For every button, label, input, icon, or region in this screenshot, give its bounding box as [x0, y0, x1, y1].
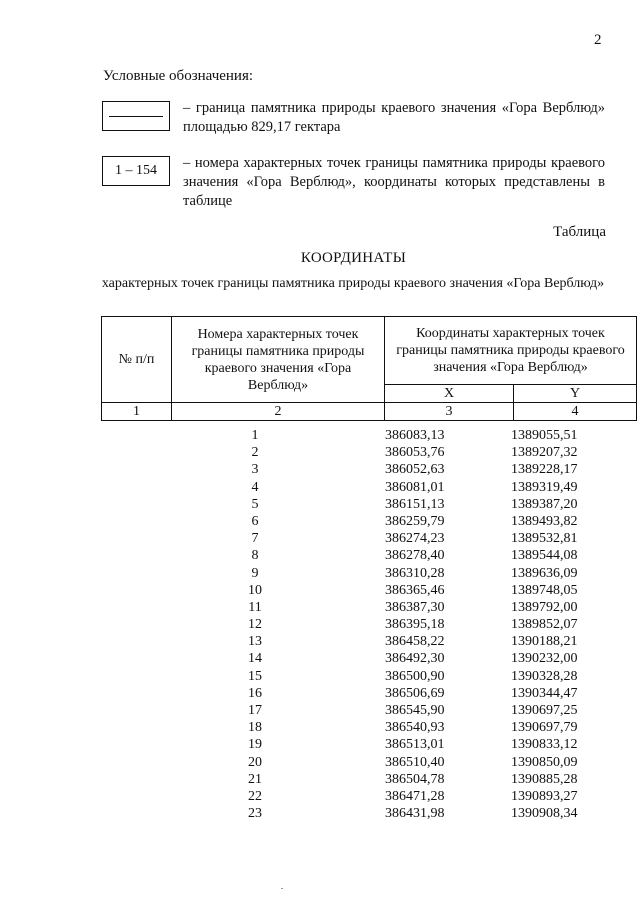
scan-speck	[281, 888, 283, 889]
row-y: 1389792,00	[511, 599, 578, 615]
row-x: 386471,28	[385, 788, 445, 804]
row-y: 1390697,79	[511, 720, 578, 736]
row-x: 386395,18	[385, 617, 445, 633]
header-index-4: 4	[514, 403, 637, 421]
row-point-value: 7	[251, 531, 259, 547]
row-x: 386492,30	[385, 651, 445, 667]
row-y: 1390344,47	[511, 685, 578, 701]
row-point-value: 8	[251, 548, 259, 564]
row-y: 1390850,09	[511, 754, 578, 770]
row-y: 1389532,81	[511, 531, 578, 547]
row-x: 386083,13	[385, 428, 445, 443]
row-point-value: 20	[248, 754, 262, 770]
row-y: 1389228,17	[511, 462, 578, 478]
row-y: 1389319,49	[511, 479, 578, 495]
document-title: КООРДИНАТЫ	[300, 250, 407, 266]
row-y: 1390833,12	[511, 737, 578, 753]
row-point-value: 17	[248, 703, 262, 718]
row-x: 386053,76	[385, 445, 445, 461]
header-x: X	[385, 385, 514, 403]
row-x: 386458,22	[385, 634, 445, 650]
row-point-value: 16	[248, 685, 262, 701]
header-number: № п/п	[102, 317, 172, 403]
row-point-value: 22	[248, 788, 262, 804]
row-x: 386387,30	[385, 599, 445, 615]
row-x: 386259,79	[385, 513, 445, 529]
header-point-numbers: Номера характерных точек границы памятника природы краевого значения «Гора Верблюд»	[172, 317, 385, 403]
row-point-value: 9	[251, 565, 259, 581]
row-y: 1389493,82	[511, 513, 578, 529]
row-x: 386365,46	[385, 582, 445, 598]
row-point-value: 19	[248, 737, 262, 753]
row-point-value: 6	[251, 513, 259, 529]
table-label: Таблица	[553, 224, 606, 240]
row-x: 386513,01	[385, 737, 445, 753]
row-y: 1390188,21	[511, 634, 578, 650]
row-x: 386151,13	[385, 496, 445, 512]
row-y: 1389748,05	[511, 582, 578, 598]
row-x: 386310,28	[385, 565, 445, 581]
row-x: 386504,78	[385, 771, 445, 787]
row-x: 386510,40	[385, 754, 445, 770]
row-x: 386545,90	[385, 703, 445, 718]
header-y: Y	[514, 385, 637, 403]
row-x: 386278,40	[385, 548, 445, 564]
header-coordinates: Координаты характерных точек границы памятника природы краевого значения «Гора Верблюд»	[385, 317, 637, 385]
row-point-value: 14	[248, 651, 262, 667]
row-x: 386081,01	[385, 479, 445, 495]
header-index-3: 3	[385, 403, 514, 421]
boundary-line-sample	[109, 116, 163, 117]
legend-heading: Условные обозначения:	[103, 68, 254, 84]
legend-points-symbol: 1 – 154	[102, 156, 170, 186]
row-x: 386540,93	[385, 720, 445, 736]
row-y: 1389387,20	[511, 496, 578, 512]
legend-points-description: – номера характерных точек границы памятника природы краевого значения «Гора Верблюд», координаты которых представлены в таблице	[183, 155, 605, 209]
row-y: 1389636,09	[511, 565, 578, 581]
row-y: 1390232,00	[511, 651, 578, 667]
row-point-value: 13	[248, 634, 262, 650]
row-point-value: 15	[248, 668, 262, 684]
row-x: 386506,69	[385, 685, 445, 701]
row-point-value: 4	[251, 479, 259, 495]
row-point-value: 10	[248, 582, 262, 598]
row-point-value: 18	[248, 720, 262, 736]
row-y: 1390697,25	[511, 703, 578, 718]
row-y: 1389544,08	[511, 548, 578, 564]
row-y: 1390908,34	[511, 806, 578, 822]
header-index-2: 2	[172, 403, 385, 421]
row-point-value: 3	[251, 462, 259, 478]
row-x: 386052,63	[385, 462, 445, 478]
row-y: 1390893,27	[511, 788, 578, 804]
row-point-value: 23	[248, 806, 262, 822]
header-index-1: 1	[102, 403, 172, 421]
document-subtitle: характерных точек границы памятника природы краевого значения «Гора Верблюд»	[101, 276, 605, 291]
row-point-value: 21	[248, 771, 262, 787]
row-point-value: 12	[248, 617, 262, 633]
coordinates-table-header	[101, 316, 637, 421]
row-x: 386431,98	[385, 806, 445, 822]
row-point-value: 11	[248, 599, 262, 615]
row-y: 1390885,28	[511, 771, 578, 787]
row-y: 1390328,28	[511, 668, 578, 684]
legend-boundary-symbol	[102, 101, 170, 131]
row-x: 386500,90	[385, 668, 445, 684]
page-number: 2	[594, 32, 602, 48]
row-y: 1389852,07	[511, 617, 578, 633]
row-y: 1389207,32	[511, 445, 578, 461]
legend-boundary-description: – граница памятника природы краевого значения «Гора Верблюд» площадью 829,17 гектара	[183, 100, 605, 135]
row-point-value: 5	[251, 496, 259, 512]
row-y: 1389055,51	[511, 428, 578, 443]
row-point-value: 2	[251, 445, 259, 461]
row-x: 386274,23	[385, 531, 445, 547]
row-point-value: 1	[251, 428, 259, 443]
